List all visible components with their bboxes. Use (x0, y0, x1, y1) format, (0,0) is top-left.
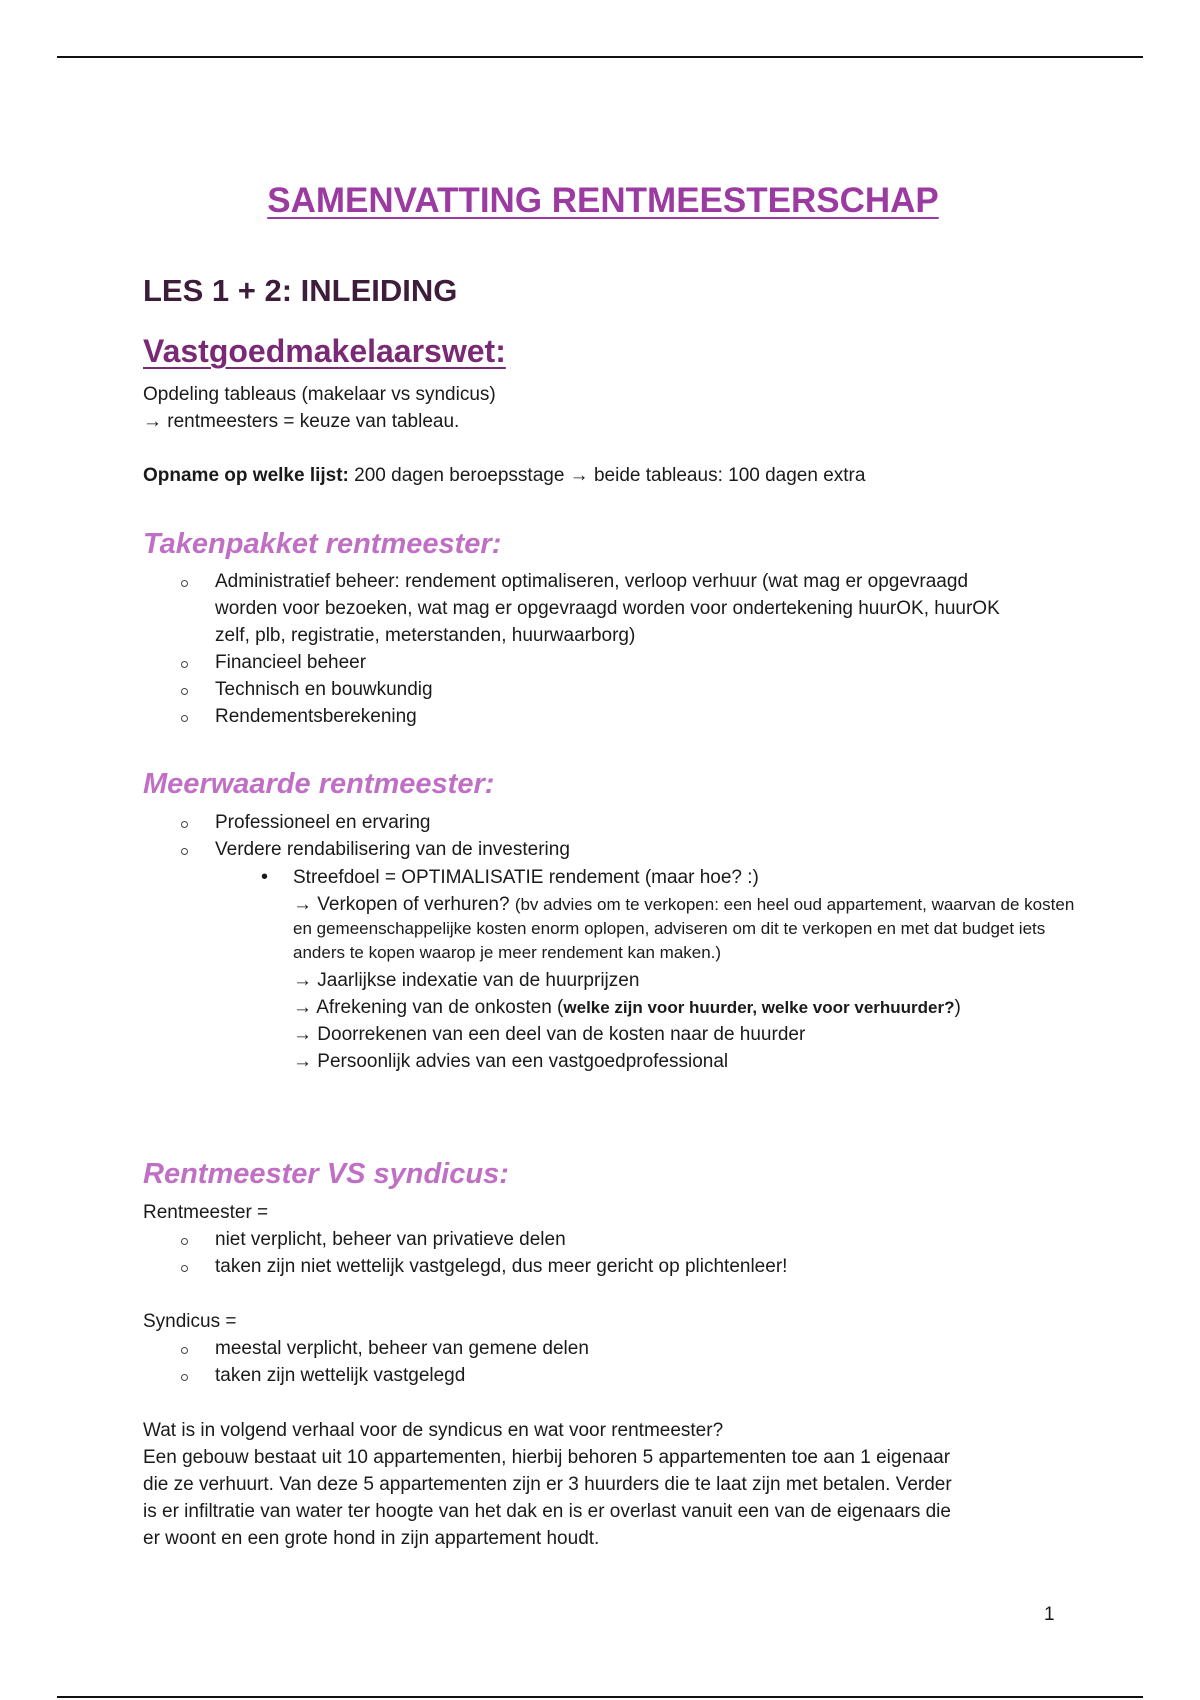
arrow-item-indexatie: → Jaarlijkse indexatie van de huurprijzen (293, 970, 640, 991)
document-title: SAMENVATTING RENTMEESTERSCHAP (267, 181, 939, 220)
story-line: die ze verhuurt. Van deze 5 appartementen zijn er 3 huurders die te laat zijn met betalen. Verder (143, 1474, 952, 1495)
arrow-item-verkopen (293, 891, 1083, 965)
header-rule (57, 56, 1143, 58)
question-line: Wat is in volgend verhaal voor de syndicus en wat voor rentmeester? (143, 1420, 724, 1441)
list-item: Rendementsberekening (143, 703, 1063, 730)
arrow-item-bold: welke zijn voor huurder, welke voor verhuurder? (563, 998, 955, 1017)
list-item: Financieel beheer (143, 649, 1063, 676)
meerwaarde-list (143, 809, 1063, 863)
takenpakket-heading: Takenpakket rentmeester: (143, 528, 502, 560)
lesson-heading: LES 1 + 2: INLEIDING (143, 273, 458, 308)
arrow-item-text: → Afrekening van de onkosten ( (293, 997, 564, 1018)
arrow-item-close: ) (954, 997, 961, 1018)
vastgoed-line-1: Opdeling tableaus (makelaar vs syndicus) (143, 384, 496, 405)
streefdoel-line: Streefdoel = OPTIMALISATIE rendement (maar hoe? :) (293, 867, 759, 888)
vs-heading: Rentmeester VS syndicus: (143, 1158, 509, 1190)
footer-rule (57, 1696, 1143, 1698)
arrow-item-note: (bv advies om te verkopen: een heel oud appartement, waarvan de kosten en gemeenschappelijke kosten enorm oplopen, adviseren om dit te verkopen en met dat budget iets anders te kopen waarop je meer rendement kan maken.) (293, 895, 1075, 962)
rentmeester-list (143, 1226, 1063, 1280)
list-item: Technisch en bouwkundig (143, 676, 1063, 703)
list-item: meestal verplicht, beheer van gemene delen (143, 1335, 1063, 1362)
story-line: er woont en een grote hond in zijn appartement houdt. (143, 1528, 600, 1549)
syndicus-label: Syndicus = (143, 1311, 237, 1332)
list-item: Professioneel en ervaring (143, 809, 1063, 836)
arrow-item-doorrekenen: → Doorrekenen van een deel van de kosten naar de huurder (293, 1024, 806, 1045)
takenpakket-list (143, 568, 1063, 730)
list-item: Verdere rendabilisering van de investering (143, 836, 1063, 863)
list-item: taken zijn niet wettelijk vastgelegd, dus meer gericht op plichtenleer! (143, 1253, 1063, 1280)
opname-text: 200 dagen beroepsstage → beide tableaus: 100 dagen extra (348, 465, 866, 486)
meerwaarde-heading: Meerwaarde rentmeester: (143, 768, 495, 800)
arrow-item-advies: → Persoonlijk advies van een vastgoedprofessional (293, 1051, 729, 1072)
syndicus-list (143, 1335, 1063, 1389)
list-item: Administratief beheer: rendement optimaliseren, verloop verhuur (wat mag er opgevraagd worden voor bezoeken, wat mag er opgevraagd worden voor ondertekening huurOK, huurOK zelf, plb, registratie, meterstanden, huurwaarborg) (143, 568, 1063, 649)
rentmeester-label: Rentmeester = (143, 1202, 269, 1223)
page-number: 1 (1044, 1604, 1055, 1625)
vastgoed-line-2: → rentmeesters = keuze van tableau. (143, 411, 460, 432)
vastgoed-heading: Vastgoedmakelaarswet: (143, 333, 506, 369)
arrow-item-main: → Verkopen of verhuren? (293, 894, 515, 915)
arrow-item-afrekening (293, 994, 1083, 1021)
list-item: taken zijn wettelijk vastgelegd (143, 1362, 1063, 1389)
story-line: is er infiltratie van water ter hoogte van het dak en is er overlast vanuit een van de eigenaars die (143, 1501, 951, 1522)
list-item: niet verplicht, beheer van privatieve delen (143, 1226, 1063, 1253)
story-line: Een gebouw bestaat uit 10 appartementen, hierbij behoren 5 appartementen toe aan 1 eigenaar (143, 1447, 951, 1468)
opname-line (143, 462, 865, 489)
streefdoel-block (261, 864, 1083, 1075)
bullet-dot: • (261, 866, 269, 888)
opname-label: Opname op welke lijst: (143, 465, 349, 486)
